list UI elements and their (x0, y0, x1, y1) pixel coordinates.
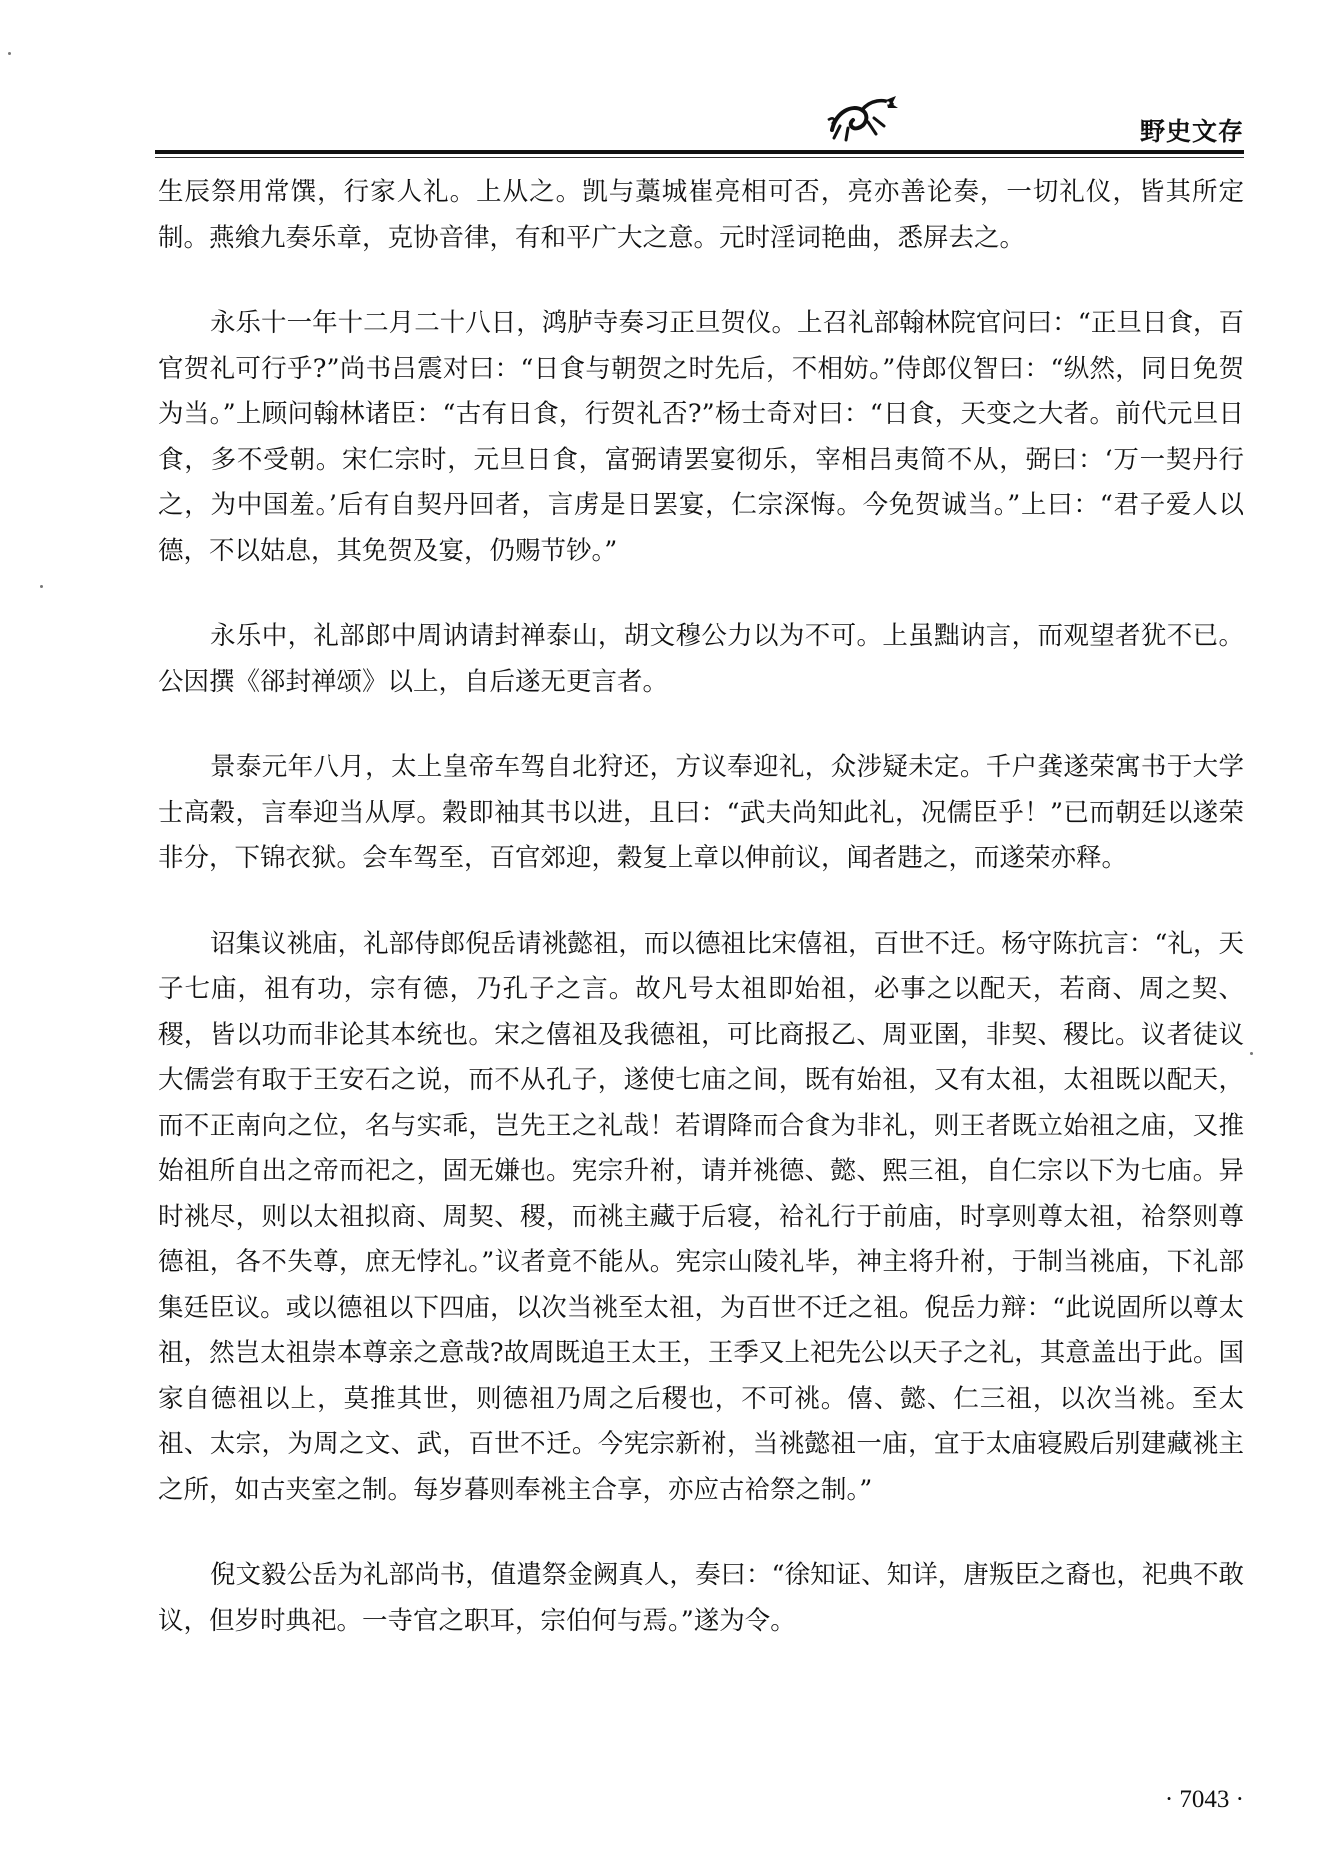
page-number: · 7043 · (1164, 1786, 1244, 1813)
paragraph-ancestral-temple: 诏集议祧庙，礼部侍郎倪岳请祧懿祖，而以德祖比宋僖祖，百世不迁。杨守陈抗言：“礼，天子七庙，祖有功，宗有德，乃孔子之言。故凡号太祖即始祖，必事之以配天，若商、周之契、稷，皆以功而非论其本统也。宋之僖祖及我德祖，可比商报乙、周亚圉，非契、稷比。议者徒议大儒尝有取于王安石之说，而不从孔子，遂使七庙之间，既有始祖，又有太祖，太祖既以配天，而不正南向之位，名与实乖，岂先王之礼哉！若谓降而合食为非礼，则王者既立始祖之庙，又推始祖所自出之帝而祀之，固无嫌也。宪宗升祔，请并祧德、懿、熙三祖，自仁宗以下为七庙。异时祧尽，则以太祖拟商、周契、稷，而祧主藏于后寝，祫礼行于前庙，时享则尊太祖，祫祭则尊德祖，各不失尊，庶无悖礼。”议者竟不能从。宪宗山陵礼毕，神主将升祔，于制当祧庙，下礼部集廷臣议。或以德祖以下四庙，以次当祧至太祖，为百世不迁之祖。倪岳力辩：“此说固所以尊太祖，然岂太祖崇本尊亲之意哉?故周既追王太王，王季又上祀先公以天子之礼，其意盖出于此。国家自德祖以上，莫推其世，则德祖乃周之后稷也，不可祧。僖、懿、仁三祖，以次当祧。至太祖、太宗，为周之文、武，百世不迁。今宪宗新祔，当祧懿祖一庙，宜于太庙寝殿后别建藏祧主之所，如古夹室之制。每岁暮则奉祧主合享，亦应古祫祭之制。” (158, 928, 1244, 1505)
paragraph-jingtai: 景泰元年八月，太上皇帝车驾自北狩还，方议奉迎礼，众涉疑未定。千户龚遂荣寓书于大学士高穀，言奉迎当从厚。穀即袖其书以进，且曰：“武夫尚知此礼，况儒臣乎！”已而朝廷以遂荣非分，下锦衣狱。会车驾至，百官郊迎，穀复上章以伸前议，闻者韪之，而遂荣亦释。 (158, 752, 1244, 873)
paragraph-ni-wenyi: 倪文毅公岳为礼部尚书，值遣祭金阙真人，奏曰：“徐知证、知详，唐叛臣之裔也，祀典不敢议，但岁时典祀。一寺官之职耳，宗伯何与焉。”遂为令。 (158, 1560, 1244, 1636)
page-header (0, 0, 1322, 165)
paragraph-continued: 生辰祭用常馔，行家人礼。上从之。凯与藁城崔亮相可否，亮亦善论奏，一切礼仪，皆其所定制。燕飨九奏乐章，克协音律，有和平广大之意。元时淫词艳曲，悉屏去之。 (158, 177, 1244, 253)
scan-speck (40, 585, 43, 588)
running-header-title: 野史文存 (1139, 117, 1244, 146)
body-text (158, 170, 1244, 1684)
header-rule-thin (155, 157, 1244, 158)
scan-speck (8, 52, 11, 55)
scan-speck (1250, 1052, 1253, 1055)
paragraph-feng-shan: 永乐中，礼部郎中周讷请封禅泰山，胡文穆公力以为不可。上虽黜讷言，而观望者犹不已。公因撰《郤封禅颂》以上，自后遂无更言者。 (158, 621, 1244, 697)
header-rule-thick (155, 150, 1244, 154)
dragon-icon (826, 90, 900, 144)
paragraph-new-year-eclipse: 永乐十一年十二月二十八日，鸿胪寺奏习正旦贺仪。上召礼部翰林院官问曰：“正旦日食，百官贺礼可行乎?”尚书吕震对曰：“日食与朝贺之时先后，不相妨。”侍郎仪智曰：“纵然，同日免贺为当。”上顾问翰林诸臣：“古有日食，行贺礼否?”杨士奇对曰：“日食，天变之大者。前代元旦日食，多不受朝。宋仁宗时，元旦日食，富弼请罢宴彻乐，宰相吕夷简不从，弼曰：‘万一契丹行之，为中国羞。’后有自契丹回者，言虏是日罢宴，仁宗深悔。今免贺诚当。”上曰：“君子爱人以德，不以姑息，其免贺及宴，仍赐节钞。” (158, 308, 1244, 566)
